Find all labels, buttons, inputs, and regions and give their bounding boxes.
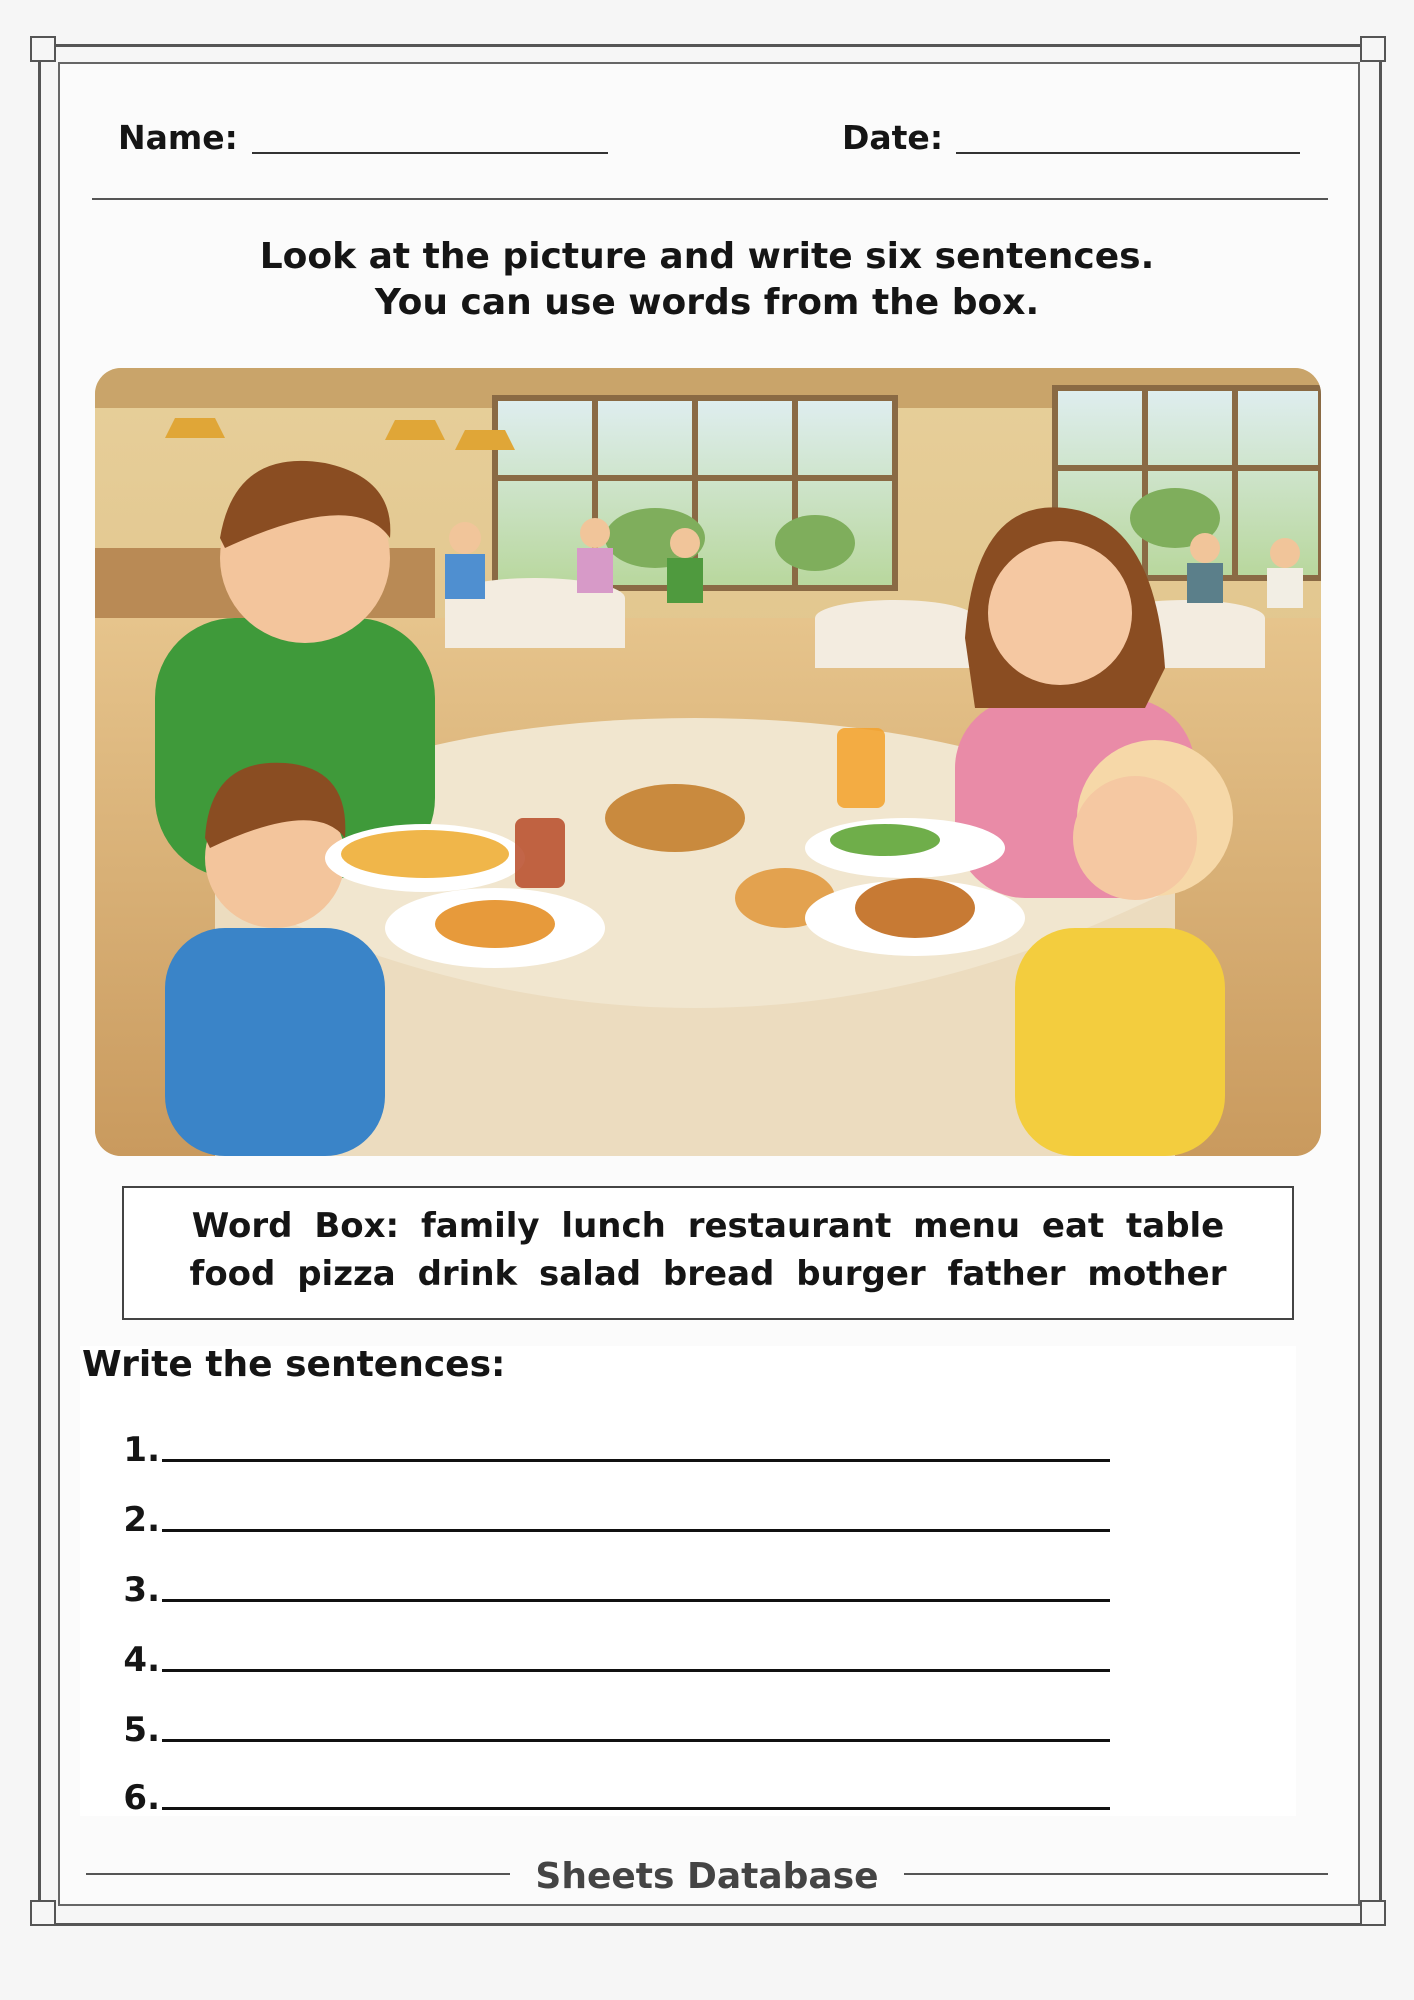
answer-row-3[interactable] <box>100 1550 1110 1610</box>
instruction-line-2: You can use words from the box. <box>374 282 1040 323</box>
answer-number: 3. <box>123 1570 160 1610</box>
corner-ornament-bottom-right <box>1360 1900 1386 1926</box>
date-label: Date: <box>842 118 944 157</box>
instruction-line-1: Look at the picture and write six sentences. <box>259 236 1155 277</box>
word-box-line-2: food pizza drink salad bread burger father mother <box>189 1254 1227 1294</box>
corner-ornament-top-right <box>1360 36 1386 62</box>
answer-number: 2. <box>123 1500 160 1540</box>
answer-row-5[interactable] <box>100 1690 1110 1750</box>
answer-number: 6. <box>123 1778 160 1818</box>
answer-row-6[interactable] <box>100 1758 1110 1818</box>
answer-line[interactable] <box>162 1459 1110 1462</box>
corner-ornament-bottom-left <box>30 1900 56 1926</box>
answer-line[interactable] <box>162 1529 1110 1532</box>
answer-number: 5. <box>123 1710 160 1750</box>
word-box <box>122 1186 1294 1320</box>
footer-brand: Sheets Database <box>535 1856 879 1897</box>
name-field[interactable] <box>252 152 608 154</box>
answer-row-1[interactable] <box>100 1410 1110 1470</box>
answer-number: 1. <box>123 1430 160 1470</box>
answer-line[interactable] <box>162 1739 1110 1742</box>
restaurant-family-illustration <box>95 368 1321 1156</box>
name-label: Name: <box>118 118 238 157</box>
date-field[interactable] <box>956 152 1300 154</box>
answer-line[interactable] <box>162 1599 1110 1602</box>
corner-ornament-top-left <box>30 36 56 62</box>
answer-area <box>80 1346 1296 1816</box>
answer-number: 4. <box>123 1640 160 1680</box>
answer-row-2[interactable] <box>100 1480 1110 1540</box>
word-box-line-1: Word Box: family lunch restaurant menu eat table <box>191 1206 1225 1246</box>
answer-line[interactable] <box>162 1669 1110 1672</box>
answer-row-4[interactable] <box>100 1620 1110 1680</box>
write-section-title: Write the sentences: <box>82 1344 506 1385</box>
header-divider <box>92 198 1328 200</box>
answer-line[interactable] <box>162 1807 1110 1810</box>
